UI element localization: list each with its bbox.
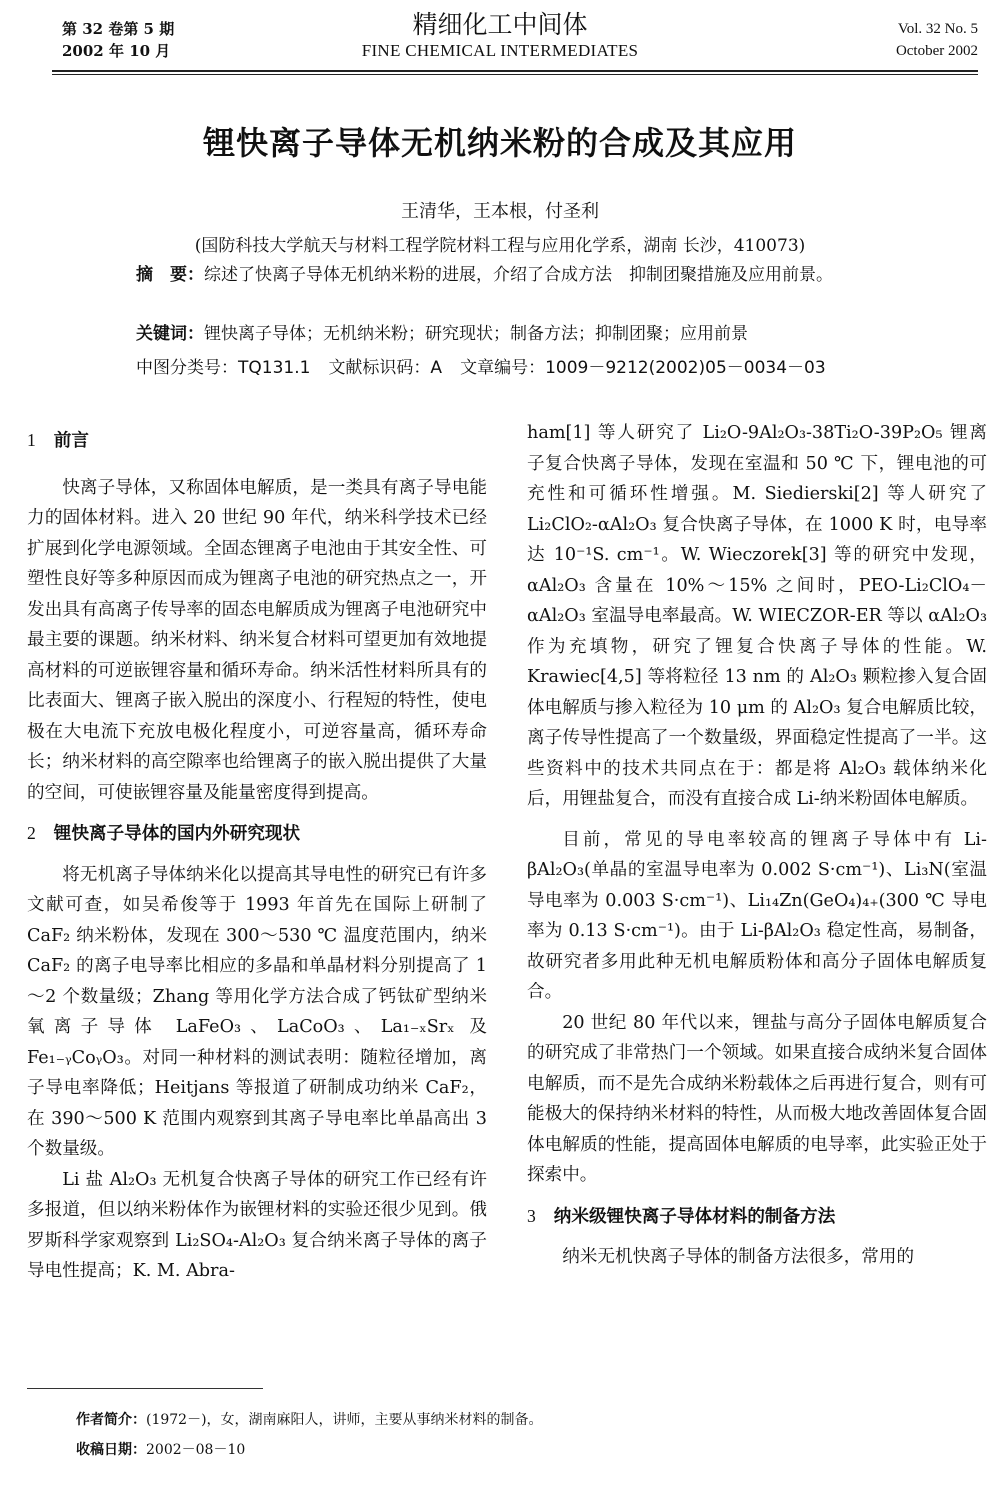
header-rule-thin	[52, 74, 978, 75]
abstract	[96, 261, 930, 290]
section-2-title: 锂快离子导体的国内外研究现状	[53, 824, 301, 844]
section-1-heading	[27, 425, 487, 457]
section-2-number: 2	[27, 823, 36, 843]
section-1-paragraph: 快离子导体，又称固体电解质，是一类具有离子导电能力的固体材料。进入 20 世纪 90 年代，纳米科学技术已经扩展到化学电源领域。全固态锂离子电池由于其安全性、可塑性良好等多种原因而成为锂离子电池的研究热点之一，开发出具有高离子传导率的固态电解质成为锂离子电池研究中最主要的课题。纳米材料、纳米复合材料可望更加有效地提高材料的可逆嵌锂容量和循环寿命。纳米活性材料所具有的比表面大、锂离子嵌入脱出的深度小、行程短的特性，使电极在大电流下充放电极化程度小，可逆容量高，循环寿命长；纳米材料的高空隙率也给锂离子的嵌入脱出提供了大量的空间，可使嵌锂容量及能量密度得到提高。	[27, 477, 487, 803]
keywords-label: 关键词：	[136, 324, 204, 344]
journal-name-cn: 精细化工中间体	[412, 10, 588, 39]
section-3-title: 纳米级锂快离子导体材料的制备方法	[553, 1206, 836, 1227]
section-1-title: 前言	[53, 431, 89, 451]
section-2-heading	[27, 818, 487, 850]
issue-date-en: October 2002	[895, 43, 978, 59]
article-authors: 王清华，王本根，付圣利	[401, 201, 599, 222]
right-column	[527, 418, 987, 1273]
article-title: 锂快离子导体无机纳米粉的合成及其应用	[202, 124, 797, 162]
author-bio-footnote	[76, 1408, 956, 1432]
section-2-paragraph-1: 将无机离子导体纳米化以提高其导电性的研究已有许多文献可查，如吴希俊等于 1993 年首先在国际上研制了 CaF₂ 纳米粉体，发现在 300～530 ℃ 温度范围内，纳米 CaF₂ 的离子电导率比相应的多晶和单晶材料分别提高了 1～2 个数量级；Zhang 等用化学方法合成了钙钛矿型纳米氧离子导体 LaFeO₃、LaCoO₃、La₁₋ₓSrₓ 及 Fe₁₋ᵧCoᵧO₃。对同一种材料的测试表明：随粒径增加，离子导电率降低；Heitjans 等报道了研制成功纳米 CaF₂，在 390～500 K 范围内观察到其离子导电率比单晶高出 3 个数量级。	[27, 864, 487, 1159]
section-2-paragraph-2-cont: ham[1] 等人研究了 Li₂O-9Al₂O₃-38Ti₂O-39P₂O₅ 锂离子复合快离子导体，发现在室温和 50 ℃ 下，锂电池的可充性和可循环性增强。M. Siedierski[2] 等人研究了 Li₂ClO₂-αAl₂O₃ 复合快离子导体，在 1000 K 时，电导率达 10⁻¹S. cm⁻¹。W. Wieczorek[3] 等的研究中发现，αAl₂O₃ 含量在 10%～15% 之间时，PEO-Li₂ClO₄－αAl₂O₃ 室温导电率最高。W. WIECZOR-ER 等以 αAl₂O₃ 作为充填物，研究了锂复合快离子导体的性能。W. Krawiec[4,5] 等将粒径 13 nm 的 Al₂O₃ 颗粒掺入复合固体电解质与掺入粒径为 10 μm 的 Al₂O₃ 复合电解质比较，离子传导性提高了一个数量级，界面稳定性提高了一半。这些资料中的技术共同点在于：都是将 Al₂O₃ 载体纳米化后，用锂盐复合，而没有直接合成 Li-纳米粉固体电解质。	[527, 423, 987, 809]
classification-line	[136, 354, 936, 382]
volume-issue-en: Vol. 32 No. 5	[897, 21, 978, 37]
section-2-paragraph-2-start: Li 盐 Al₂O₃ 无机复合快离子导体的研究工作已经有许多报道，但以纳米粉体作为嵌锂材料的实验还很少见到。俄罗斯科学家观察到 Li₂SO₄-Al₂O₃ 复合纳米离子导体的离子导电性提高；K. M. Abra-	[27, 1169, 487, 1281]
volume-issue: 第 32 卷第 5 期	[62, 20, 175, 38]
issue-info-en	[896, 18, 978, 62]
article-number: 文章编号：1009－9212(2002)05－0034－03	[460, 358, 826, 378]
abstract-label: 摘 要：	[136, 265, 204, 285]
section-2-paragraph-3: 目前，常见的导电率较高的锂离子导体中有 Li-βAl₂O₃(单晶的室温导电率为 0.002 S·cm⁻¹)、Li₃N(室温导电率为 0.003 S·cm⁻¹)、Li₁₄Zn(GeO₄)₄₊(300 ℃ 导电率为 0.13 S·cm⁻¹)。由于 Li-βAl₂O₃ 稳定性高，易制备，故研究者多用此种无机电解质粉体和高分子固体电解质复合。	[527, 829, 987, 1002]
section-3-paragraph: 纳米无机快离子导体的制备方法很多，常用的	[562, 1247, 915, 1267]
section-2-paragraph-4: 20 世纪 80 年代以来，锂盐与高分子固体电解质复合的研究成了非常热门一个领域。如果直接合成纳米复合固体电解质，而不是先合成纳米粉载体之后再进行复合，则有可能极大的保持纳米材料的特性，从而极大地改善固体复合固体电解质的性能，提高固体电解质的电导率，此实验正处于探索中。	[527, 1012, 987, 1185]
author-bio-text: (1972－)，女，湖南麻阳人，讲师，主要从事纳米材料的制备。	[146, 1412, 543, 1428]
left-column	[27, 425, 487, 1287]
author-bio-label: 作者简介：	[76, 1412, 146, 1428]
keywords	[136, 320, 936, 348]
section-1-number: 1	[27, 430, 36, 450]
section-3-heading	[527, 1201, 987, 1233]
journal-header	[0, 10, 1000, 68]
author-affiliation: (国防科技大学航天与材料工程学院材料工程与应用化学系，湖南 长沙，410073)	[194, 236, 806, 256]
issue-info	[62, 18, 174, 62]
journal-name-en: FINE CHEMICAL INTERMEDIATES	[361, 41, 639, 60]
abstract-text: 综述了快离子导体无机纳米粉的进展，介绍了合成方法 抑制团聚措施及应用前景。	[204, 265, 833, 285]
received-date-footnote	[76, 1438, 956, 1462]
received-date-label: 收稿日期：	[76, 1442, 146, 1458]
issue-date: 2002 年 10 月	[62, 42, 171, 60]
clc-number: 中图分类号：TQ131.1	[136, 358, 311, 378]
header-rule-thick	[52, 70, 978, 72]
journal-name	[300, 10, 700, 62]
received-date-text: 2002－08－10	[146, 1442, 246, 1458]
document-code: 文献标识码：A	[328, 358, 443, 378]
section-3-number: 3	[527, 1205, 536, 1226]
footnote-rule	[27, 1388, 263, 1389]
keywords-text: 锂快离子导体；无机纳米粉；研究现状；制备方法；抑制团聚；应用前景	[204, 324, 748, 344]
